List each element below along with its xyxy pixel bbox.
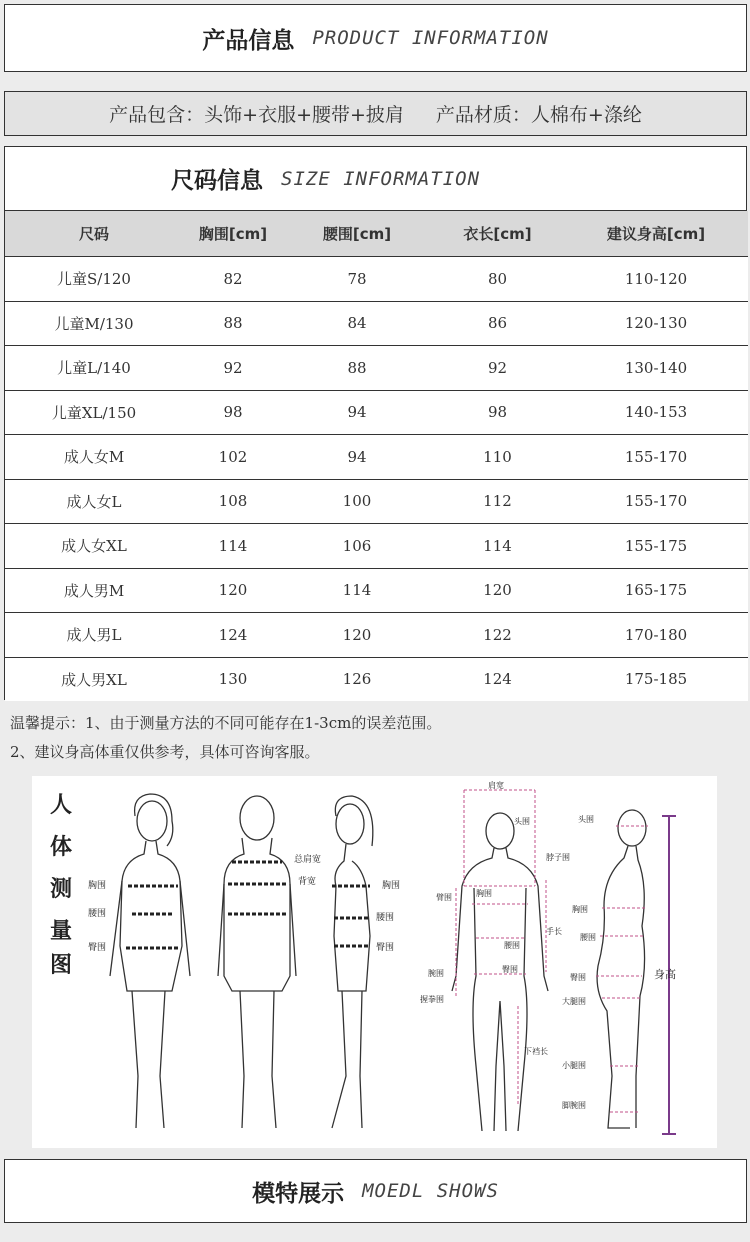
size-table-cell: 100 [283, 479, 431, 524]
profile-calf-label: 小腿围 [562, 1061, 586, 1070]
size-table-cell: 124 [183, 613, 283, 658]
size-table-cell: 155-170 [564, 479, 748, 524]
size-table-cell: 110 [431, 435, 564, 480]
diagram-title-char-5: 图 [50, 953, 73, 978]
size-info-section [4, 146, 747, 700]
size-table-cell: 165-175 [564, 568, 748, 613]
size-table-cell: 140-153 [564, 390, 748, 435]
size-table-cell: 102 [183, 435, 283, 480]
header-length: 衣长[cm] [431, 211, 564, 257]
woman-side-figure [332, 796, 373, 1128]
size-table-cell: 儿童L/140 [5, 346, 183, 391]
model-show-title: 模特展示 [252, 1180, 345, 1207]
size-table-row [5, 257, 748, 302]
product-info-title: 产品信息 [202, 27, 295, 54]
size-table-cell: 86 [431, 301, 564, 346]
arm-label: 臂围 [436, 893, 452, 902]
profile-hip-label: 臀围 [570, 973, 586, 982]
size-table-cell: 130 [183, 657, 283, 701]
size-table-cell: 98 [431, 390, 564, 435]
profile-height-label: 身高 [654, 968, 676, 981]
size-table-cell: 儿童S/120 [5, 257, 183, 302]
product-material: 产品材质：人棉布+涤纶 [435, 104, 642, 126]
header-size: 尺码 [5, 211, 183, 257]
size-table-cell: 122 [431, 613, 564, 658]
back-shoulder-label: 总肩宽 [294, 855, 322, 865]
profile-chest-label: 胸围 [572, 905, 588, 914]
size-table-row [5, 568, 748, 613]
size-table-cell: 92 [431, 346, 564, 391]
woman-front-figure [110, 794, 190, 1128]
woman-back-figure [218, 796, 296, 1128]
front-waist-label: 腰围 [88, 909, 107, 919]
size-table-cell: 88 [283, 346, 431, 391]
size-table-cell: 94 [283, 390, 431, 435]
size-table-row [5, 435, 748, 480]
size-table-cell: 114 [283, 568, 431, 613]
note-line-2: 2、建议身高体重仅供参考，具体可咨询客服。 [10, 743, 320, 761]
size-table-cell: 170-180 [564, 613, 748, 658]
size-table-cell: 成人女XL [5, 524, 183, 569]
product-info-title-en: PRODUCT INFORMATION [312, 27, 549, 49]
size-table-cell: 78 [283, 257, 431, 302]
size-table-cell: 124 [431, 657, 564, 701]
front-chest-label: 胸围 [88, 881, 107, 891]
body-hip-label: 臀围 [502, 965, 518, 974]
body-front-outline [452, 813, 548, 1131]
size-table-cell: 120 [283, 613, 431, 658]
size-table-cell: 155-175 [564, 524, 748, 569]
product-contents-bar [4, 91, 747, 136]
size-table-header-row [5, 211, 748, 257]
size-table-cell: 114 [431, 524, 564, 569]
back-width-label: 背宽 [298, 877, 317, 887]
size-table-row [5, 657, 748, 701]
size-table-cell: 155-170 [564, 435, 748, 480]
size-table-cell: 110-120 [564, 257, 748, 302]
body-chest-label: 胸围 [476, 889, 492, 898]
size-table-cell: 120 [431, 568, 564, 613]
size-table-row [5, 390, 748, 435]
size-table-cell: 120 [183, 568, 283, 613]
size-table-cell: 成人男XL [5, 657, 183, 701]
size-table-cell: 130-140 [564, 346, 748, 391]
size-table-cell: 成人女M [5, 435, 183, 480]
diagram-title-char-4: 量 [50, 919, 73, 944]
size-table-cell: 儿童XL/150 [5, 390, 183, 435]
diagram-title-char-3: 测 [50, 877, 73, 902]
size-table-cell: 82 [183, 257, 283, 302]
size-table-row [5, 524, 748, 569]
product-info-header [4, 4, 747, 72]
header-waist: 腰围[cm] [283, 211, 431, 257]
side-chest-label: 胸围 [382, 881, 401, 891]
diagram-title-char-2: 体 [50, 835, 73, 860]
body-waist-label: 腰围 [504, 941, 520, 950]
size-table-cell: 成人男M [5, 568, 183, 613]
model-show-header [4, 1159, 747, 1223]
size-table-cell: 98 [183, 390, 283, 435]
size-info-title-en: SIZE INFORMATION [281, 167, 481, 190]
size-table-row [5, 346, 748, 391]
hand-length-label: 手长 [546, 927, 562, 936]
profile-thigh-label: 大腿围 [562, 997, 586, 1006]
profile-head-label: 头围 [578, 815, 594, 824]
size-table-row [5, 479, 748, 524]
wrist-label: 腕围 [428, 969, 444, 978]
neck-label: 脖子围 [546, 853, 570, 862]
side-hip-label: 臀围 [376, 943, 395, 953]
size-info-title: 尺码信息 [171, 168, 263, 194]
size-table-cell: 92 [183, 346, 283, 391]
body-measurement-diagram [32, 776, 717, 1148]
size-table-cell: 126 [283, 657, 431, 701]
size-table-cell: 88 [183, 301, 283, 346]
size-table-cell: 108 [183, 479, 283, 524]
size-table-cell: 94 [283, 435, 431, 480]
size-table-cell: 成人男L [5, 613, 183, 658]
size-table-cell: 114 [183, 524, 283, 569]
profile-ankle-label: 脚腕围 [562, 1101, 586, 1110]
size-table-cell: 112 [431, 479, 564, 524]
note-line-1: 温馨提示：1、由于测量方法的不同可能存在1-3cm的误差范围。 [10, 714, 442, 732]
size-table-row [5, 613, 748, 658]
fist-label: 握拳围 [420, 995, 444, 1004]
header-height: 建议身高[cm] [564, 211, 748, 257]
head-circ-label: 头围 [514, 817, 530, 826]
body-profile-outline [597, 810, 646, 1128]
size-table-cell: 106 [283, 524, 431, 569]
side-waist-label: 腰围 [376, 913, 395, 923]
size-info-header [5, 147, 746, 211]
size-table-cell: 成人女L [5, 479, 183, 524]
size-table-cell: 120-130 [564, 301, 748, 346]
profile-waist-label: 腰围 [580, 933, 596, 942]
size-table-cell: 84 [283, 301, 431, 346]
size-table-row [5, 301, 748, 346]
size-table-cell: 80 [431, 257, 564, 302]
header-chest: 胸围[cm] [183, 211, 283, 257]
product-contents: 产品包含：头饰+衣服+腰带+披肩 [109, 104, 404, 126]
size-table [5, 211, 748, 701]
model-show-title-en: MOEDL SHOWS [362, 1180, 499, 1202]
size-table-cell: 175-185 [564, 657, 748, 701]
diagram-title-char-1: 人 [50, 793, 73, 818]
shoulder-width-label: 肩宽 [488, 781, 504, 790]
crotch-label: 下裆长 [524, 1047, 548, 1056]
front-hip-label: 臀围 [88, 943, 107, 953]
size-table-cell: 儿童M/130 [5, 301, 183, 346]
